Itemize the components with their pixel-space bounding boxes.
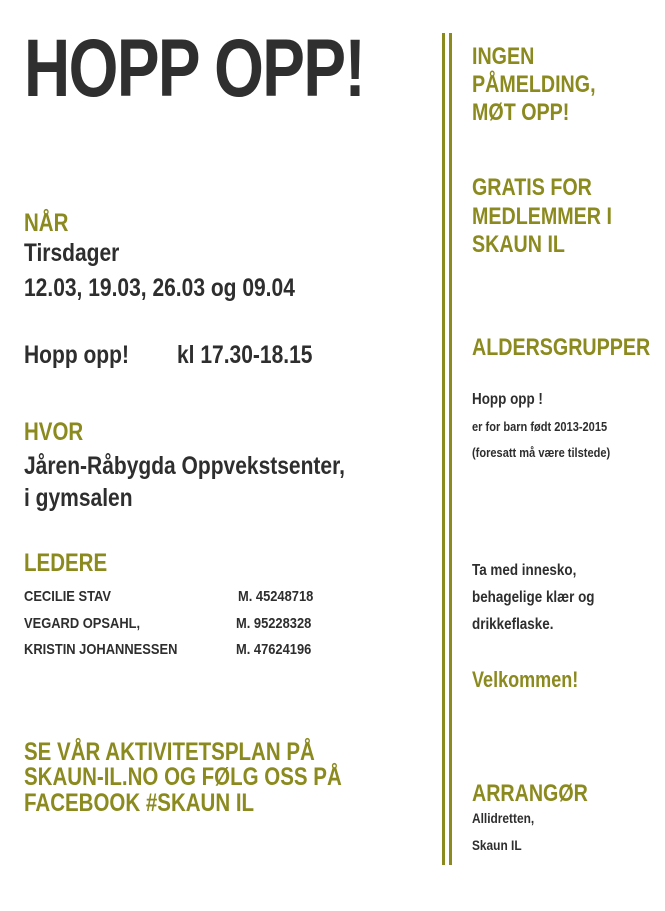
leader-name: KRISTIN JOHANNESSEN [24, 641, 178, 658]
age-range: er for barn født 2013-2015 [472, 419, 608, 434]
cta-line-3: FACEBOOK #SKAUN IL [24, 789, 255, 817]
no-signup-line: MØT OPP! [472, 99, 570, 126]
free-line: MEDLEMMER I [472, 203, 612, 230]
bring-line: Ta med innesko, [472, 562, 577, 579]
where-heading: HVOR [24, 418, 84, 446]
free-line: GRATIS FOR [472, 174, 592, 201]
page-title: HOPP OPP! [24, 23, 365, 114]
leader-phone: M. 95228328 [236, 615, 312, 632]
divider-line [442, 33, 445, 865]
cta-line-2: SKAUN-IL.NO OG FØLG OSS PÅ [24, 763, 342, 791]
where-line-1: Jåren-Råbygda Oppvekstsenter, [24, 452, 345, 480]
when-dates: 12.03, 19.03, 26.03 og 09.04 [24, 274, 295, 302]
free-line: SKAUN IL [472, 231, 565, 258]
session-name: Hopp opp! [24, 341, 129, 369]
organizer-line: Skaun IL [472, 837, 522, 853]
where-line-2: i gymsalen [24, 484, 133, 512]
organizer-heading: ARRANGØR [472, 780, 588, 807]
age-heading: ALDERSGRUPPER [472, 334, 651, 361]
welcome-text: Velkommen! [472, 667, 579, 692]
leader-phone: M. 45248718 [238, 588, 314, 605]
session-time: kl 17.30-18.15 [177, 341, 313, 369]
leader-name: VEGARD OPSAHL, [24, 615, 141, 632]
divider-line [449, 33, 452, 865]
cta-line-1: SE VÅR AKTIVITETSPLAN PÅ [24, 738, 315, 766]
age-note: (foresatt må være tilstede) [472, 445, 611, 460]
no-signup-line: INGEN [472, 43, 535, 70]
organizer-line: Allidretten, [472, 810, 535, 826]
when-day: Tirsdager [24, 239, 120, 267]
leaders-heading: LEDERE [24, 549, 108, 577]
leader-name: CECILIE STAV [24, 588, 111, 605]
no-signup-line: PÅMELDING, [472, 71, 596, 98]
bring-line: drikkeflaske. [472, 616, 554, 633]
leader-phone: M. 47624196 [236, 641, 312, 658]
bring-line: behagelige klær og [472, 589, 595, 606]
when-heading: NÅR [24, 209, 69, 237]
age-title: Hopp opp ! [472, 391, 543, 408]
